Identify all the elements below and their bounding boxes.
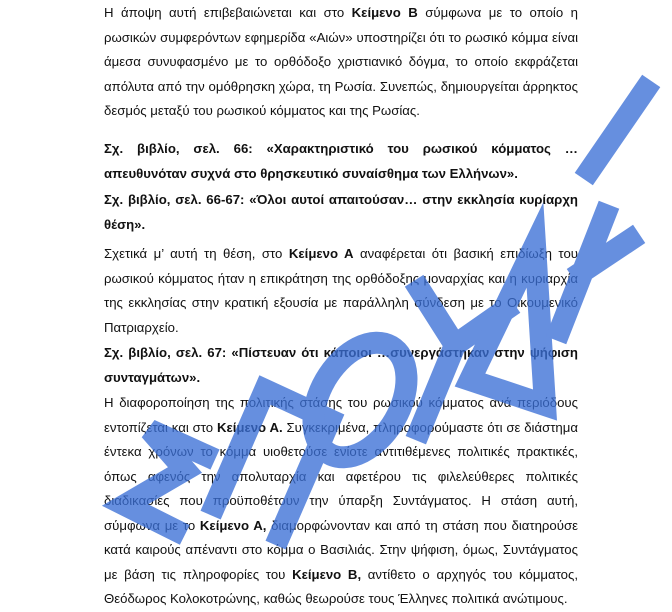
- paragraph-2-text-a: Σχετικά μ’ αυτή τη θέση, στο: [104, 246, 289, 261]
- paragraph-3-bold-b: Κείμενο Α,: [199, 517, 267, 533]
- paragraph-1: [104, 1, 578, 124]
- heading-ref-1: Σχ. βιβλίο, σελ. 66: «Χαρακτηριστικό του ρωσικού κόμματος … απευθυνόταν συχνά στο θρησκευτικό συναίσθημα των Ελλήνων».: [104, 141, 578, 181]
- paragraph-3-text-c: διαμορφώνονταν και από τη στάση που διατηρούσε κατά καιρούς απέναντι στο κόμμα ο Βασιλιάς. Στην ψήφιση, όμως, Συντάγματος με βάση τις πληροφορίες του: [104, 517, 578, 582]
- paragraph-3-text-b: Συγκεκριμένα, πληροφορούμαστε ότι σε διάστημα έντεκα χρόνων το κόμμα υιοθετούσε ενίοτε αντιτιθέμενες πολιτικές πρακτικές, όπως αφενός την απολυταρχία και αφετέρου τις φιλελεύθερες πολιτικές διαδικασίες που προϋποθέτουν την ύπαρξη Συντάγματος. Η στάση αυτή, σύμφωνα με το: [104, 419, 578, 533]
- paragraph-2-text-b: αναφέρεται ότι βασική επιδίωξη του ρωσικού κόμματος ήταν η επικράτηση της ορθόδοξης μοναρχίας και η κυριαρχία της εκκλησίας στην κρατική εξουσία με παράλληλη σύνδεση με το Οικουμενικό Πατριαρχείο.: [104, 246, 578, 335]
- paragraph-2: [104, 242, 578, 340]
- paragraph-3-bold-c: Κείμενο Β,: [292, 566, 362, 582]
- paragraph-3-bold-a: Κείμενο Α.: [216, 419, 283, 435]
- paragraph-1-bold-a: Κείμενο Β: [351, 5, 418, 20]
- paragraph-3-text-d: αντίθετο ο αρχηγός του κόμματος, Θεόδωρος Κολοκοτρώνης, καθώς θεωρούσε τους Έλληνες πολιτικά ανώτιμους.: [104, 566, 579, 606]
- paragraph-1-text-a: Η άποψη αυτή επιβεβαιώνεται και στο: [104, 5, 352, 20]
- heading-ref-3: Σχ. βιβλίο, σελ. 67: «Πίστευαν ότι κάποιοι …συνεργάστηκαν στην ψήφιση συνταγμάτων».: [104, 345, 578, 385]
- paragraph-3: [104, 391, 578, 612]
- paragraph-1-text-b: σύμφωνα με το οποίο η ρωσικών συμφερόντων εφημερίδα «Αιών» υποστηρίζει ότι το ρωσικό κόμμα είναι άμεσα συνυφασμένο με το ορθόδοξο χριστιανικό δόγμα, το οποίο εκφράζεται απόλυτα από την ομόθρησκη χώρα, τη Ρωσία. Συνεπώς, δημιουργείται άρρηκτος δεσμός μεταξύ του ρωσικού κόμματος και της Ρωσίας.: [104, 5, 578, 118]
- paragraph-2-bold-a: Κείμενο Α: [288, 246, 354, 261]
- paragraph-3-text-a: Η διαφοροποίηση της πολιτικής στάσης του ρωσικού κόμματος ανά περιόδους εντοπίζεται και στο: [104, 395, 578, 435]
- heading-ref-2: Σχ. βιβλίο, σελ. 66-67: «Όλοι αυτοί απαιτούσαν… στην εκκλησία κυρίαρχη θέση».: [104, 192, 578, 232]
